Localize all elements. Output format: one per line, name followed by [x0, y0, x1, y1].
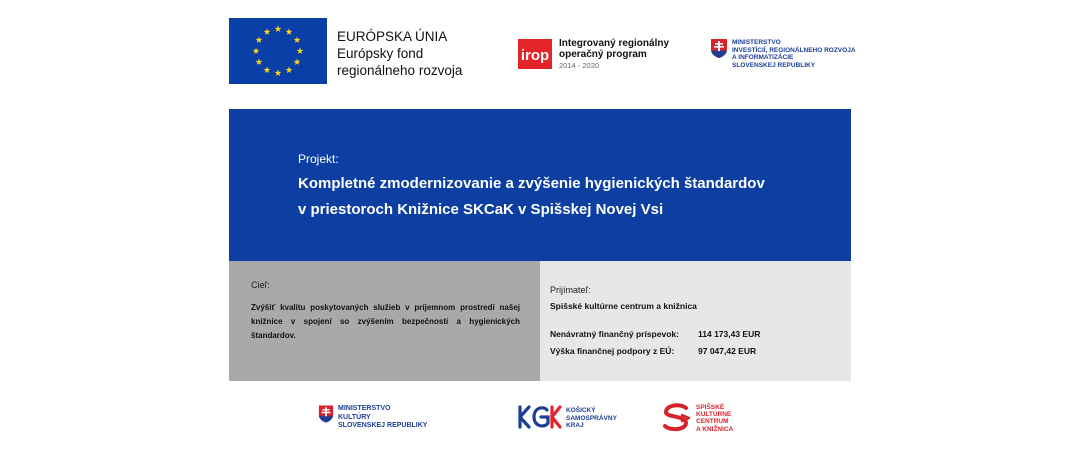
irop-line1: Integrovaný regionálny: [559, 38, 670, 49]
support-value: 97 047,42 EUR: [698, 346, 757, 356]
goal-text: Zvýšiť kvalitu poskytovaných služieb v príjemnom prostredí našej knižnice v spojení so zvýšením bezpečnosti a hygienických štandardov.: [251, 303, 520, 340]
eu-star: [253, 47, 260, 54]
eu-star: [256, 36, 263, 43]
project-label: Projekt:: [298, 152, 339, 166]
eu-line3: regionálneho rozvoja: [337, 63, 463, 78]
eu-flag: [229, 18, 327, 84]
eu-line2: Európsky fond: [337, 46, 424, 61]
skcak-line4: A KNIŽNICA: [696, 425, 734, 433]
irop-line2: operačný program: [559, 49, 647, 60]
grant-value: 114 173,43 EUR: [698, 329, 761, 339]
irop-years: 2014 - 2020: [559, 61, 600, 70]
slovak-crest-icon: [710, 38, 728, 59]
eu-title: [337, 28, 462, 79]
eu-star: [264, 28, 271, 35]
support-row: [550, 346, 757, 356]
skcak-line3: CENTRUM: [696, 418, 729, 426]
mirri-line2: INVESTÍCIÍ, REGIONÁLNEHO ROZVOJA: [732, 46, 856, 54]
eu-star: [275, 69, 282, 76]
project-panel: [229, 109, 851, 261]
irop-title: [559, 38, 669, 71]
eu-star: [294, 58, 301, 65]
eu-star: [264, 66, 271, 73]
mirri-line4: SLOVENSKEJ REPUBLIKY: [732, 61, 816, 69]
mk-line1: MINISTERSTVO: [338, 405, 391, 412]
project-title-line1: Kompletné zmodernizovanie a zvýšenie hygienických štandardov: [298, 175, 765, 192]
skcak-line2: KULTÚRNE: [696, 411, 732, 419]
grant-row: [550, 329, 761, 339]
eu-star: [297, 47, 304, 54]
goal-panel: [229, 261, 540, 381]
eu-star: [286, 66, 293, 73]
eu-star: [275, 25, 282, 32]
eu-star: [294, 36, 301, 43]
skcak-line1: SPIŠSKÉ: [696, 404, 725, 411]
ksk-line3: KRAJ: [566, 422, 584, 429]
mirri-line3: A INFORMATIZÁCIE: [732, 54, 794, 61]
mk-title: [338, 405, 427, 431]
recipient-label: Prijímateľ:: [550, 285, 591, 295]
skcak-logo-icon: [660, 403, 692, 433]
irop-logo: [518, 39, 552, 69]
project-title-line2: v priestoroch Knižnice SKCaK v Spišskej Novej Vsi: [298, 201, 664, 218]
grant-label: Nenávratný finančný príspevok:: [550, 329, 679, 339]
goal-label: Cieľ:: [251, 280, 270, 290]
ksk-line1: KOŠICKÝ: [566, 407, 596, 414]
recipient-panel: [540, 261, 851, 381]
slovak-crest-icon: [318, 403, 334, 425]
eu-stars-icon: [229, 18, 327, 84]
mirri-title: [732, 39, 856, 69]
skcak-title: [696, 404, 733, 433]
support-label: Výška finančnej podpory z EÚ:: [550, 346, 675, 356]
irop-logo-text: irop: [520, 47, 550, 64]
eu-line1: EURÓPSKA ÚNIA: [337, 29, 448, 44]
ksk-title: [566, 407, 617, 430]
ksk-logo-icon: [517, 404, 563, 430]
eu-star: [256, 58, 263, 65]
mirri-line1: MINISTERSTVO: [732, 39, 781, 46]
ksk-line2: SAMOSPRÁVNY: [566, 414, 617, 422]
mk-line3: SLOVENSKEJ REPUBLIKY: [338, 422, 428, 429]
eu-star: [286, 28, 293, 35]
mk-line2: KULTÚRY: [338, 413, 371, 421]
recipient-name: Spišské kultúrne centrum a knižnica: [550, 301, 697, 311]
